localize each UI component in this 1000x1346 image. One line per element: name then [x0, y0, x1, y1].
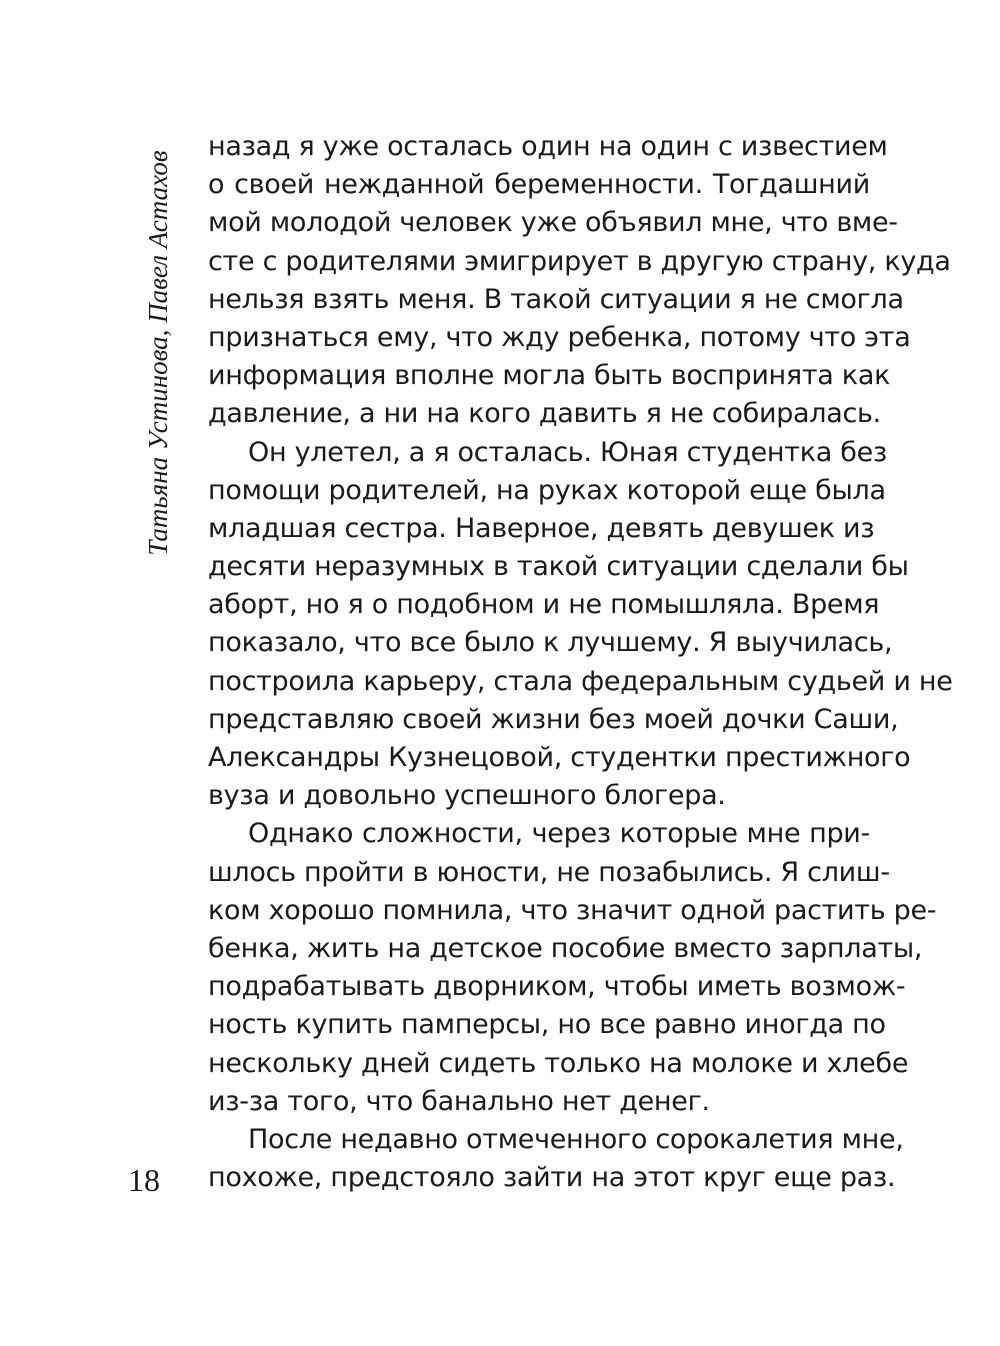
text-line: вуза и довольно успешного блогера.	[208, 780, 726, 812]
body-text	[208, 128, 953, 1197]
text-line: аборт, но я о подобном и не помышляла. Время	[208, 589, 880, 621]
text-line: младшая сестра. Наверное, девять девушек из	[208, 512, 875, 544]
text-line: Он улетел, а я осталась. Юная студентка без	[248, 436, 887, 468]
paragraph	[208, 128, 951, 434]
text-line: о своей нежданной беременности. Тогдашний	[208, 169, 870, 201]
text-line: похоже, предстояло зайти на этот круг еще раз.	[208, 1162, 896, 1194]
text-line: нескольку дней сидеть только на молоке и хлебе	[208, 1047, 909, 1079]
text-line: После недавно отмеченного сорокалетия мне,	[248, 1123, 904, 1155]
text-line: Однако сложности, через которые мне при-	[248, 818, 870, 850]
text-line: Александры Кузнецовой, студентки престижного	[208, 742, 911, 773]
text-line: шлось пройти в юности, не позабылись. Я слиш-	[208, 856, 890, 888]
text-line: ком хорошо помнила, что значит одной растить ре-	[208, 894, 937, 926]
page-number: 18	[128, 1162, 160, 1198]
text-line: представляю своей жизни без моей дочки Саши,	[208, 703, 899, 735]
text-line: ность купить памперсы, но все равно иногда по	[208, 1009, 886, 1041]
text-line: нельзя взять меня. В такой ситуации я не смогла	[208, 283, 904, 315]
text-line: помощи родителей, на руках которой еще была	[208, 474, 886, 506]
text-line: мой молодой человек уже объявил мне, что вме-	[208, 207, 898, 239]
text-line: давление, а ни на кого давить я не собиралась.	[208, 398, 881, 430]
text-line: сте с родителями эмигрирует в другую страну, куда	[208, 245, 951, 277]
text-line: показало, что все было к лучшему. Я выучилась,	[208, 627, 893, 659]
paragraph	[208, 815, 937, 1121]
text-line: бенка, жить на детское пособие вместо зарплаты,	[208, 932, 923, 964]
text-line: признаться ему, что жду ребенка, потому что эта	[208, 321, 911, 353]
text-line: построила карьеру, стала федеральным судьей и не	[208, 665, 953, 697]
paragraph	[208, 1121, 904, 1197]
text-line: подрабатывать дворником, чтобы иметь возмож-	[208, 971, 906, 1003]
text-line: назад я уже осталась один на один с известием	[208, 131, 888, 162]
running-head: Татьяна Устинова, Павел Астахов	[143, 150, 173, 556]
text-line: из-за того, что банально нет денег.	[208, 1085, 710, 1117]
text-line: информация вполне могла быть воспринята как	[208, 360, 891, 392]
text-line: десяти неразумных в такой ситуации сделали бы	[208, 551, 909, 583]
paragraph	[208, 434, 953, 816]
